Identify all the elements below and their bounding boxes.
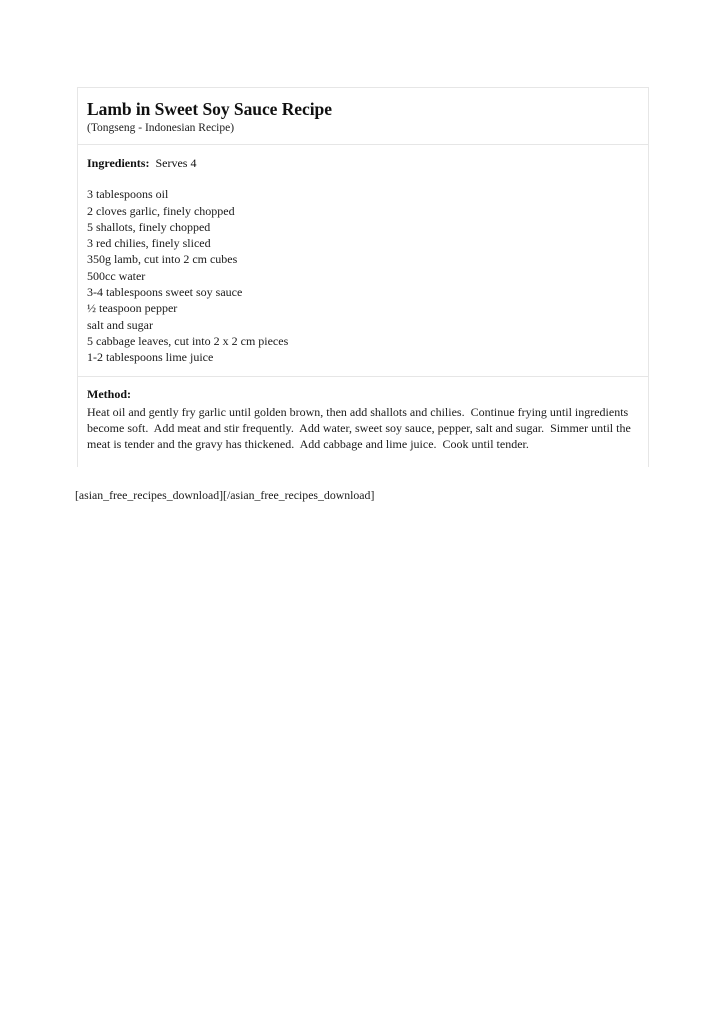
method-text: Heat oil and gently fry garlic until golden brown, then add shallots and chilies. Continue frying until ingredients become soft. Add meat and stir frequently. Add water, sweet soy sauce, pepper, salt and sugar. Simmer until the meat is tender and the gravy has thickened. Add cabbage and lime juice. Cook until tender. [87, 404, 634, 452]
method-label: Method: [87, 387, 131, 402]
ingredient-item: salt and sugar [87, 317, 153, 332]
ingredient-item: 3-4 tablespoons sweet soy sauce [87, 284, 243, 299]
ingredient-item: 1-2 tablespoons lime juice [87, 350, 214, 365]
ingredients-section [78, 145, 648, 377]
recipe-card [77, 87, 649, 467]
recipe-title: Lamb in Sweet Soy Sauce Recipe [87, 99, 332, 119]
serves-count: Serves 4 [149, 156, 197, 171]
ingredient-item: 2 cloves garlic, finely chopped [87, 203, 235, 218]
ingredients-list [87, 186, 639, 365]
ingredient-item: 3 red chilies, finely sliced [87, 236, 211, 251]
shortcode-footer: [asian_free_recipes_download][/asian_free_recipes_download] [75, 488, 375, 502]
ingredients-label: Ingredients: [87, 156, 150, 171]
recipe-subtitle: (Tongseng - Indonesian Recipe) [87, 121, 235, 134]
ingredient-item: 5 cabbage leaves, cut into 2 x 2 cm pieces [87, 333, 289, 348]
ingredient-item: 350g lamb, cut into 2 cm cubes [87, 252, 238, 267]
ingredients-heading [87, 155, 639, 171]
ingredient-item: 500cc water [87, 268, 146, 283]
method-section [78, 377, 648, 466]
ingredient-item: ½ teaspoon pepper [87, 301, 178, 316]
ingredient-item: 3 tablespoons oil [87, 187, 169, 202]
recipe-header [78, 88, 648, 145]
ingredient-item: 5 shallots, finely chopped [87, 219, 211, 234]
ingredients-spacer [87, 177, 639, 186]
